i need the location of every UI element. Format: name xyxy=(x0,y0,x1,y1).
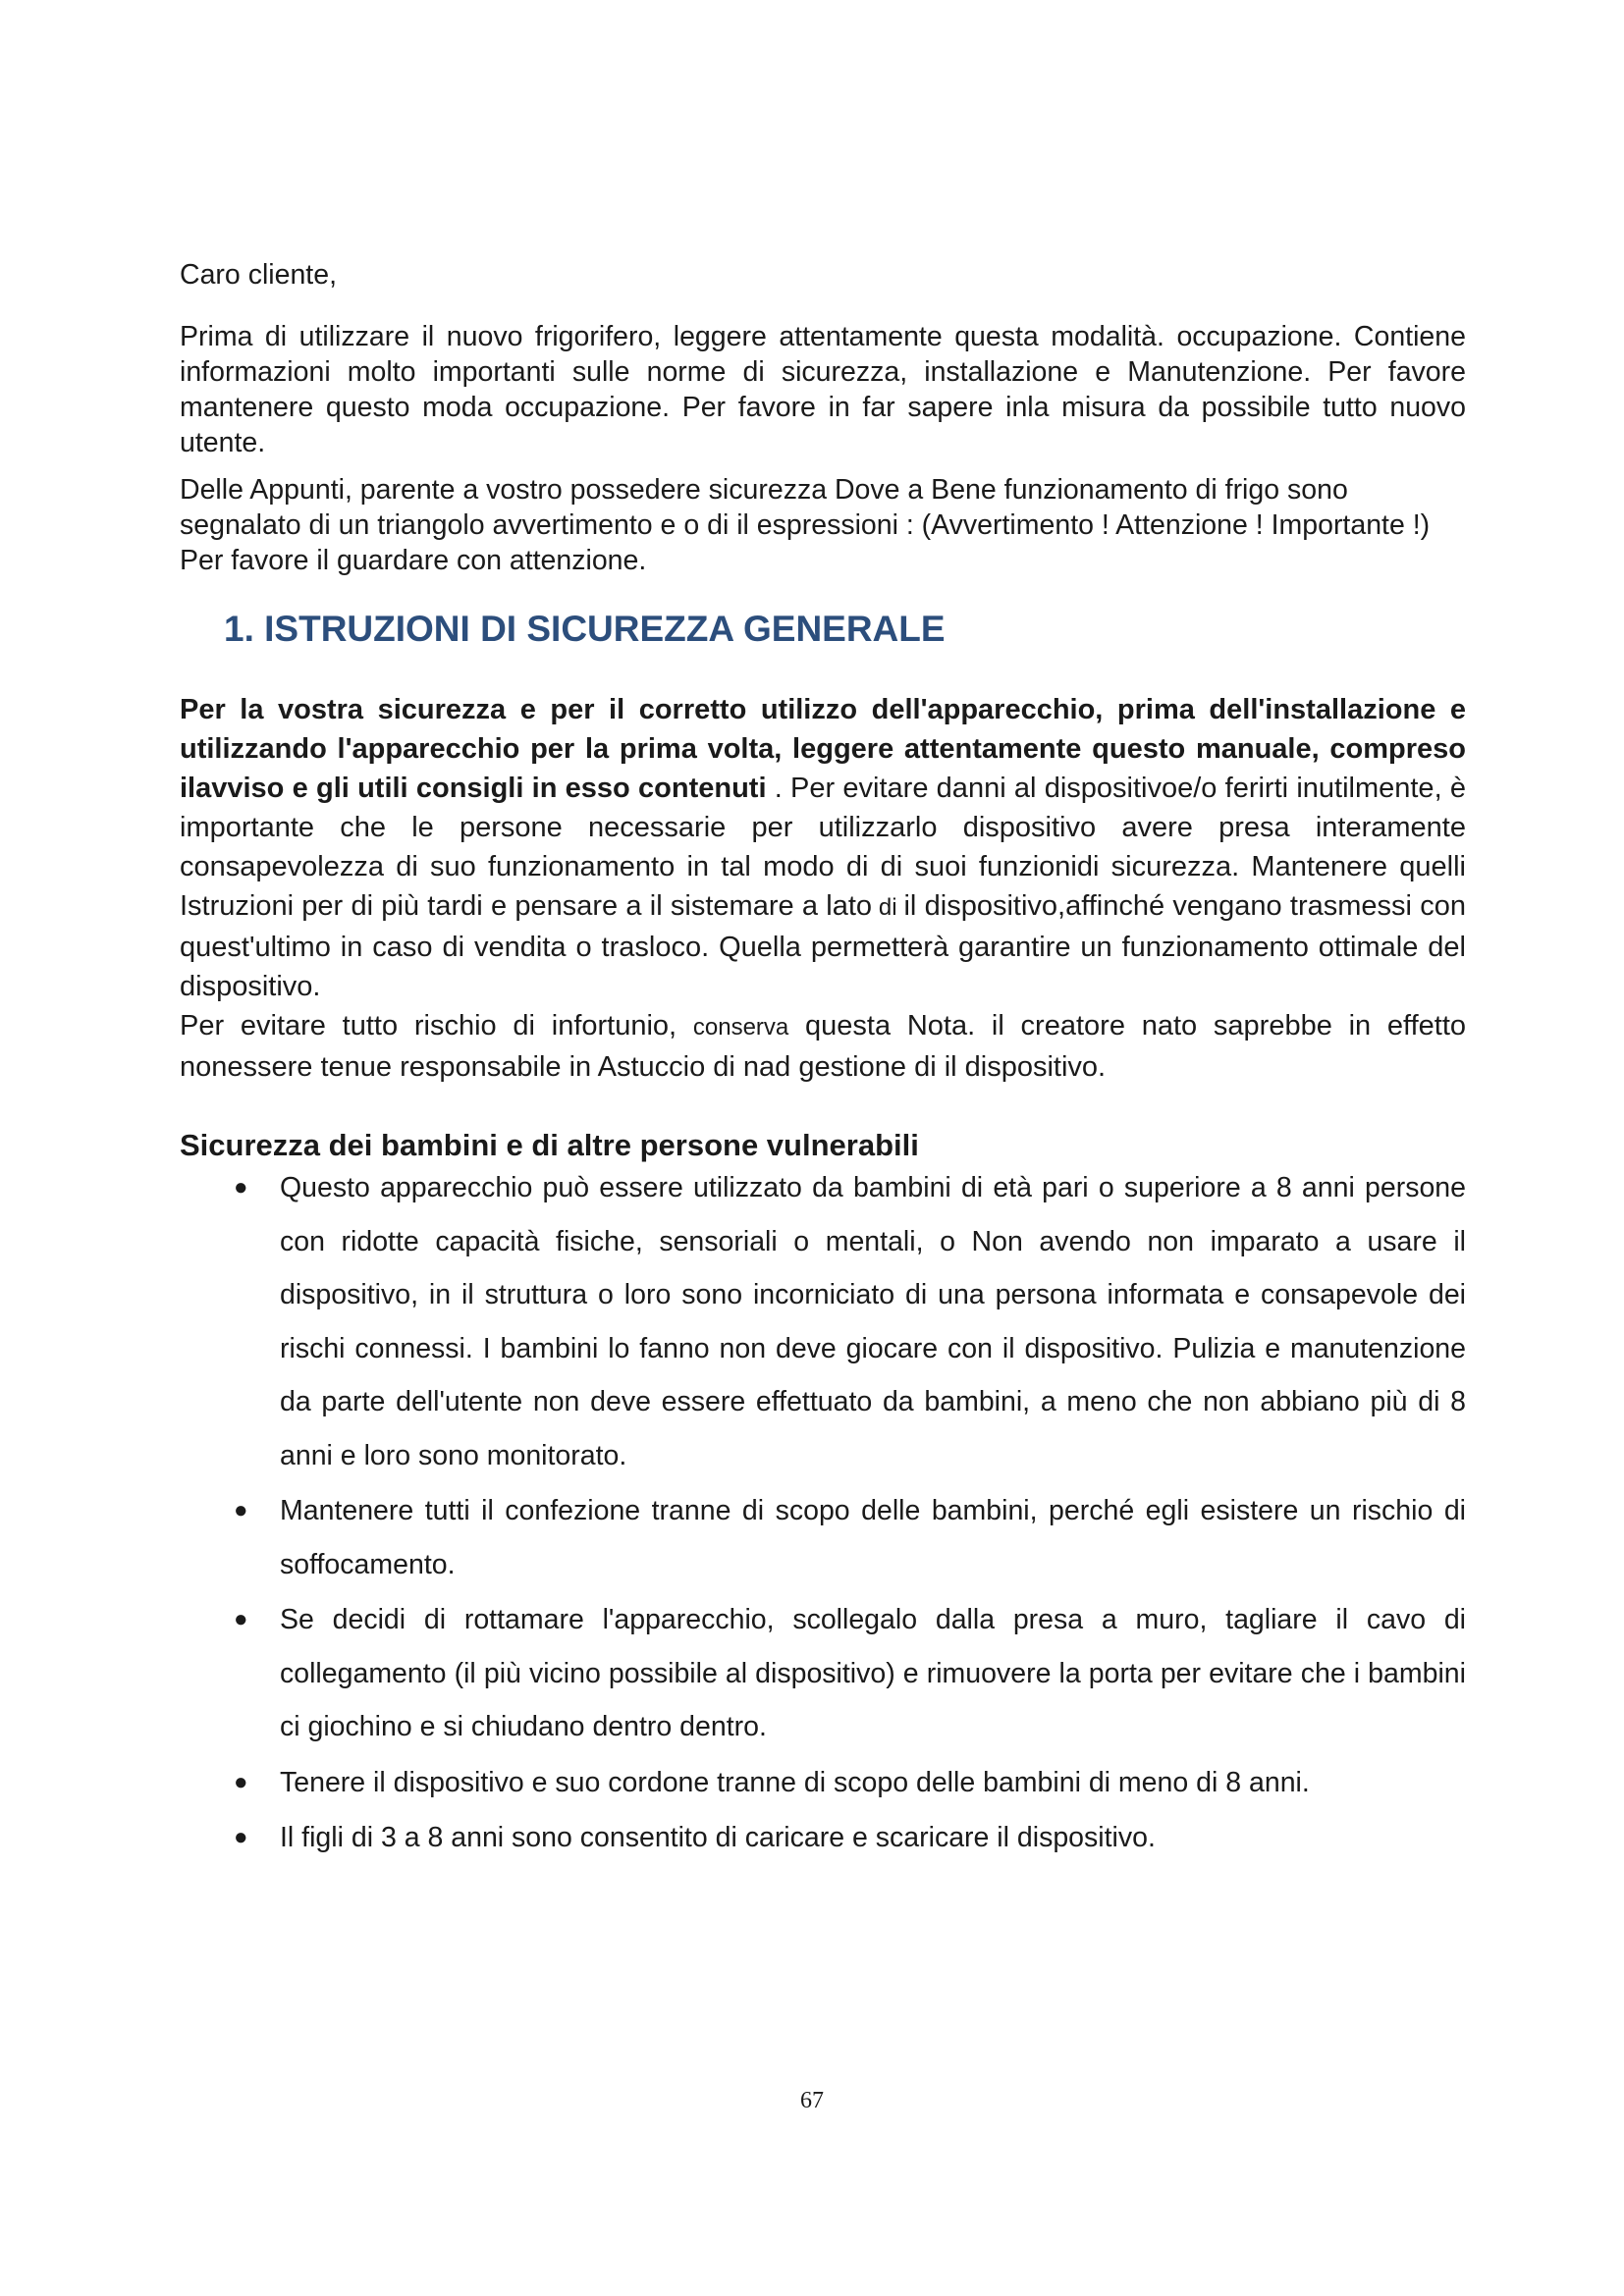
intro-paragraph-2: Delle Appunti, parente a vostro possedere sicurezza Dove a Bene funzionamento di frigo sono segnalato di un triangolo avvertimento e o di il espressioni : (Avvertimento ! Attenzione ! Importante !) Per favore il guardare con attenzione. xyxy=(180,474,1431,576)
paragraph-text-2: il dispositivo,affinché vengano trasmessi con quest'ultimo in caso di vendita o trasloco. Quella permetterà garantire un funzionamento ottimale del dispositivo. xyxy=(180,890,1467,1002)
paragraph-small-1: di xyxy=(872,894,904,921)
list-item-text: Il figli di 3 a 8 anni sono consentito di caricare e scaricare il dispositivo. xyxy=(280,1822,1156,1853)
bullet-icon: ● xyxy=(234,1606,248,1632)
paragraph-text-4: questa Nota. il creatore nato saprebbe in effetto nonessere tenue responsabile in Astuccio di nad gestione di il dispositivo. xyxy=(180,1010,1466,1083)
list-item-text: Mantenere tutti il confezione tranne di scopo delle bambini, perché egli esistere un rischio di soffocamento. xyxy=(280,1495,1466,1580)
bold-intro: Per la vostra sicurezza e per il corretto utilizzo dell'apparecchio, prima dell'installazione e utilizzando l'apparecchio per la prima volta, leggere attentamente questo manuale, compreso ilavviso e gli utili consigli in esso contenuti xyxy=(180,694,1466,804)
page-number: 67 xyxy=(800,2088,824,2113)
bullet-list xyxy=(180,1161,1466,1867)
intro-paragraph-1: Prima di utilizzare il nuovo frigorifero, leggere attentamente questa modalità. occupazione. Contiene informazioni molto importanti sulle norme di sicurezza, installazione e Manutenzione. Per favore mantenere questo moda occupazione. Per favore in far sapere inla misura da possibile tutto nuovo utente. xyxy=(180,321,1466,458)
list-item xyxy=(180,1161,1466,1482)
greeting: Caro cliente, xyxy=(180,259,337,291)
list-item-text: Tenere il dispositivo e suo cordone tranne di scopo delle bambini di meno di 8 anni. xyxy=(280,1766,1310,1798)
list-item-text: Questo apparecchio può essere utilizzato da bambini di età pari o superiore a 8 anni persone con ridotte capacità fisiche, sensoriali o mentali, o Non avendo non imparato a usare il dispositivo, in il struttura o loro sono incorniciato di una persona informata e consapevole dei rischi connessi. I bambini lo fanno non deve giocare con il dispositivo. Pulizia e manutenzione da parte dell'utente non deve essere effettuato da bambini, a meno che non abbiano più di 8 anni e loro sono monitorato. xyxy=(280,1172,1466,1471)
list-item-text: Se decidi di rottamare l'apparecchio, scollegalo dalla presa a muro, tagliare il cavo di collegamento (il più vicino possibile al dispositivo) e rimuovere la porta per evitare che i bambini ci giochino e si chiudano dentro dentro. xyxy=(280,1604,1466,1742)
paragraph-text-1: . Per evitare danni al dispositivoe/o ferirti inutilmente, è importante che le persone necessarie per utilizzarlo dispositivo avere presa interamente consapevolezza di suo funzionamento in tal modo di di suoi funzionidi sicurezza. Mantenere quelli Istruzioni per di più tardi e pensare a il sistemare a lato xyxy=(180,773,1466,922)
bullet-icon: ● xyxy=(234,1768,248,1795)
section-heading: 1. ISTRUZIONI DI SICUREZZA GENERALE xyxy=(224,609,946,649)
sub-heading: Sicurezza dei bambini e di altre persone vulnerabili xyxy=(180,1128,919,1162)
bullet-icon: ● xyxy=(234,1497,248,1523)
bullet-icon: ● xyxy=(234,1174,248,1201)
list-item xyxy=(180,1756,1466,1810)
paragraph-small-2: conserva xyxy=(692,1014,789,1041)
list-item xyxy=(180,1484,1466,1591)
bullet-icon: ● xyxy=(234,1824,248,1850)
general-safety-paragraph xyxy=(180,690,1466,1087)
list-item xyxy=(180,1811,1466,1865)
list-item xyxy=(180,1593,1466,1754)
paragraph-text-3: Per evitare tutto rischio di infortunio, xyxy=(180,1010,693,1041)
